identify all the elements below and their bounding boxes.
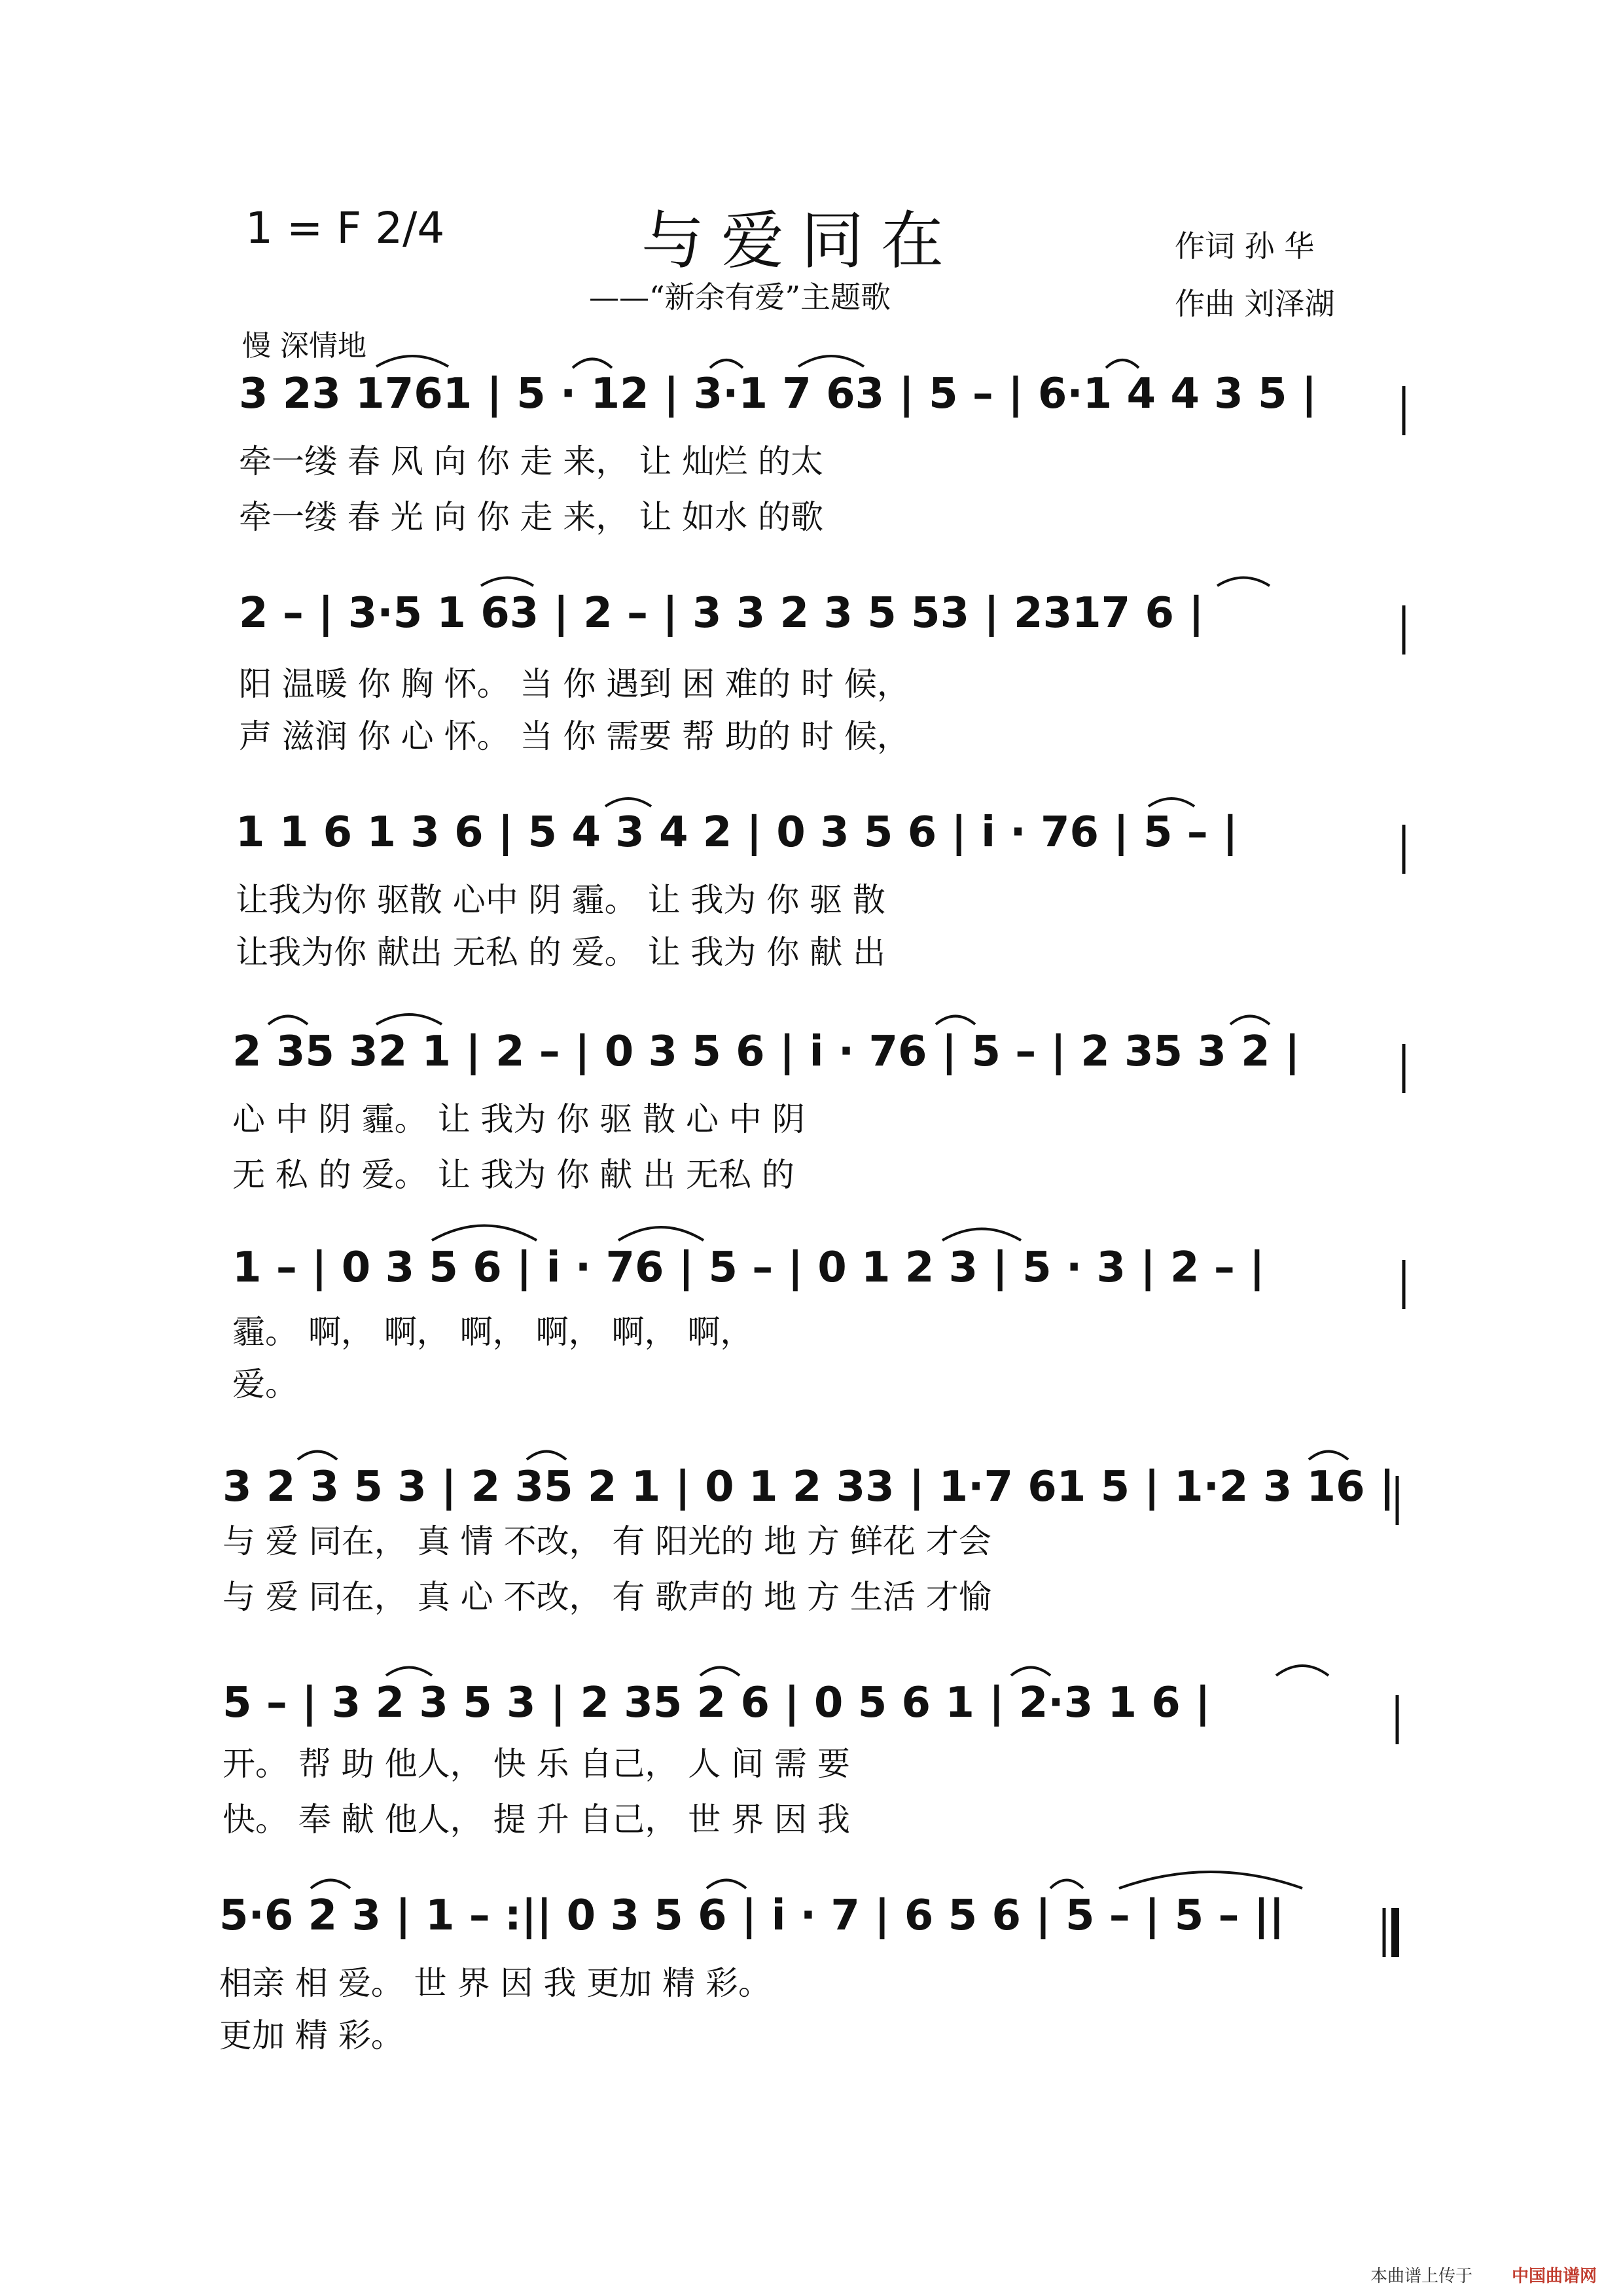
slur <box>1119 1872 1302 1888</box>
slur <box>942 1229 1021 1241</box>
slur <box>1050 1880 1083 1889</box>
slur <box>618 1227 704 1240</box>
slur <box>481 578 533 586</box>
notation-line: 3 2 3 5 3 | 2 35 2 1 | 0 1 2 33 | 1·7 61 5 | 1·2 3 16 | <box>223 1463 1395 1511</box>
slur <box>1230 1016 1270 1025</box>
key-signature: 1 = F 2/4 <box>245 203 445 253</box>
lyricist-credit: 作词 孙 华 <box>1175 228 1315 264</box>
tempo-marking: 慢 深情地 <box>242 329 366 363</box>
slur <box>1217 578 1270 586</box>
slur <box>605 798 651 806</box>
lyric-line: 开。 帮 助 他人， 快 乐 自己， 人 间 需 要 <box>223 1745 850 1783</box>
lyric-line: 快。 奉 献 他人， 提 升 自己， 世 界 因 我 <box>223 1801 850 1839</box>
lyric-line: 更加 精 彩。 <box>219 2017 404 2054</box>
slur <box>707 1880 746 1889</box>
lyric-line: 让我为你 驱散 心中 阴 霾。 让 我为 你 驱 散 <box>236 881 886 919</box>
slur-group <box>268 356 1348 1888</box>
notation-line: 2 35 32 1 | 2 – | 0 3 5 6 | i · 76 | 5 – | 2 35 3 2 | <box>232 1028 1300 1076</box>
composer-credit: 作曲 刘泽湖 <box>1175 286 1335 321</box>
upload-note: 本曲谱上传于 <box>1370 2267 1472 2286</box>
lyric-line: 无 私 的 爱。 让 我为 你 献 出 无私 的 <box>232 1156 794 1194</box>
slur <box>432 1226 537 1241</box>
slur <box>1106 360 1139 368</box>
notation-line: 1 – | 0 3 5 6 | i · 76 | 5 – | 0 1 2 3 | 5 · 3 | 2 – | <box>232 1244 1265 1292</box>
slur <box>386 1668 432 1676</box>
notation-line: 5·6 2 3 | 1 – :|| 0 3 5 6 | i · 7 | 6 5 6 | 5 – | 5 – || <box>219 1892 1285 1940</box>
song-subtitle: ——“新余有爱”主题歌 <box>589 279 891 315</box>
slur <box>527 1452 566 1460</box>
slur <box>798 356 864 367</box>
lyric-line: 阳 温暖 你 胸 怀。 当 你 遇到 困 难的 时 候， <box>239 665 910 703</box>
lyric-line: 霾。 啊， 啊， 啊， 啊， 啊， 啊， <box>232 1313 753 1351</box>
lyric-line: 与 爱 同在， 真 心 不改， 有 歌声的 地 方 生活 才愉 <box>223 1578 991 1616</box>
slur <box>573 359 612 368</box>
slur <box>710 360 743 368</box>
notation-line: 2 – | 3·5 1 63 | 2 – | 3 3 2 3 5 53 | 2317 6 | <box>239 589 1204 637</box>
lyric-line: 让我为你 献出 无私 的 爱。 让 我为 你 献 出 <box>236 933 886 971</box>
slur <box>1011 1668 1050 1676</box>
notation-line: 3 23 1761 | 5 · 12 | 3·1 7 63 | 5 – | 6·1 4 4 3 5 | <box>239 370 1317 418</box>
slur <box>376 1014 442 1024</box>
lyric-line: 爱。 <box>232 1365 298 1403</box>
notation-line: 5 – | 3 2 3 5 3 | 2 35 2 6 | 0 5 6 1 | 2·3 1 6 | <box>223 1679 1211 1727</box>
lyric-line: 相亲 相 爱。 世 界 因 我 更加 精 彩。 <box>219 1964 772 2002</box>
slur <box>1149 798 1194 806</box>
slur <box>700 1668 740 1676</box>
barline-group <box>1384 386 1404 1957</box>
lyric-line: 牵一缕 春 风 向 你 走 来， 让 灿烂 的太 <box>239 442 824 480</box>
lyric-line: 牵一缕 春 光 向 你 走 来， 让 如水 的歌 <box>239 498 824 536</box>
site-brand-label: 中国曲谱网 <box>1511 2267 1597 2286</box>
slur <box>376 356 448 367</box>
slur <box>268 1016 308 1025</box>
lyric-line: 与 爱 同在， 真 情 不改， 有 阳光的 地 方 鲜花 才会 <box>223 1522 991 1560</box>
site-brand <box>1512 2263 1597 2287</box>
slur <box>311 1880 350 1889</box>
song-title: 与爱同在 <box>641 204 961 278</box>
notation-line: 1 1 6 1 3 6 | 5 4 3 4 2 | 0 3 5 6 | i · 76 | 5 – | <box>236 808 1238 857</box>
lyric-line: 声 滋润 你 心 怀。 当 你 需要 帮 助的 时 候， <box>239 717 910 755</box>
slur <box>936 1016 975 1025</box>
slur <box>298 1452 337 1460</box>
slur <box>1309 1452 1348 1460</box>
lyric-line: 心 中 阴 霾。 让 我为 你 驱 散 心 中 阴 <box>232 1100 805 1138</box>
slur <box>1276 1666 1329 1676</box>
